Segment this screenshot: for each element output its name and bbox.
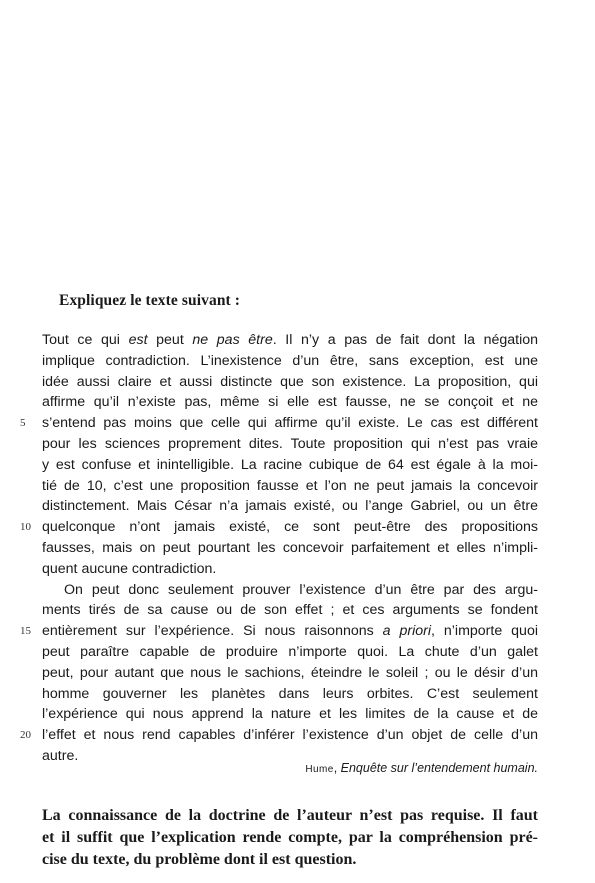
italic-text: est (128, 332, 148, 348)
attribution (305, 761, 538, 775)
text-segment: affirme qu’il n’existe pas, même si elle est fausse, ne se conçoit et ne (42, 394, 538, 411)
attribution-separator: , (333, 761, 341, 775)
line-number: 5 (20, 417, 26, 430)
passage-line (20, 621, 538, 642)
text-segment: idée aussi claire et aussi distincte que son existence. La proposition, qui (42, 373, 538, 390)
passage-line (42, 351, 538, 372)
passage-line (42, 663, 538, 684)
text-segment: distinctement. Mais César n’a jamais existé, ou l’ange Gabriel, ou un être (42, 498, 538, 515)
author-name: Hume (305, 764, 334, 775)
text-segment: l’effet et nous rend capables d’inférer l’existence d’un objet de celle d’un (42, 727, 538, 744)
passage-line (42, 580, 538, 601)
line-number: 10 (20, 521, 31, 534)
passage-line (42, 684, 538, 705)
passage-line (42, 392, 538, 413)
text-segment: On peut donc seulement prouver l’existence d’un être par des argu- (64, 581, 538, 598)
text-segment: fausses, mais on peut pourtant les concevoir parfaitement et elles n’impli- (42, 539, 538, 556)
text-segment: s’entend pas moins que celle qui affirme qu’il existe. Le cas est différent (42, 415, 538, 432)
text-segment: homme gouverner les planètes dans leurs orbites. C’est seulement (42, 685, 538, 702)
text-segment: tié de 10, c’est une proposition fausse et l’on ne peut jamais la concevoir (42, 477, 538, 494)
passage-line (42, 559, 538, 580)
exam-instructions (42, 805, 538, 871)
passage-line (42, 642, 538, 663)
passage-line (20, 517, 538, 538)
passage-line (42, 476, 538, 497)
text-segment: peut, pour autant que nous le sachions, éteindre le soleil ; ou le désir d’un (42, 664, 538, 681)
passage-line (42, 600, 538, 621)
passage-line (42, 496, 538, 517)
passage-line (42, 330, 538, 351)
line-number: 20 (20, 729, 31, 742)
instruction-line: et il suffit que l’explication rende compte, par la compréhension pré- (42, 829, 538, 846)
heading: Expliquez le texte suivant : (59, 292, 241, 309)
instruction-line: La connaissance de la doctrine de l’auteur n’est pas requise. Il faut (42, 807, 538, 824)
text-segment: implique contradiction. L’inexistence d’un être, sans exception, est une (42, 352, 538, 369)
passage-line (42, 372, 538, 393)
text-segment: , n’importe quoi (431, 623, 538, 640)
italic-text: a priori (382, 623, 432, 640)
text-segment: y est confuse et inintelligible. La racine cubique de 64 est égale à la moi- (42, 456, 538, 473)
text-segment: . Il n’y a pas de fait dont la négation (272, 332, 539, 348)
italic-text: ne pas être (192, 332, 273, 348)
text-segment: pour les sciences proprement dites. Toute proposition qui n’est pas vraie (42, 435, 538, 452)
passage-line (20, 725, 538, 746)
line-number: 15 (20, 625, 31, 638)
passage (20, 330, 539, 767)
text-segment: peut paraître capable de produire n’importe quoi. La chute d’un galet (42, 643, 538, 660)
text-segment: quent aucune contradiction. (42, 560, 217, 577)
text-segment: ments tirés de sa cause ou de son effet ; et ces arguments se fondent (42, 602, 538, 619)
text-segment: entièrement sur l’expérience. Si nous raisonnons (42, 623, 383, 640)
text-segment: Tout ce qui (42, 332, 129, 348)
instruction-line: cise du texte, du problème dont il est question. (42, 851, 357, 868)
text-segment: autre. (42, 747, 79, 764)
passage-line (42, 434, 538, 455)
text-segment: quelconque n’ont jamais existé, ce sont peut-être des propositions (42, 519, 538, 536)
passage-line (20, 413, 538, 434)
passage-line (42, 704, 538, 725)
text-segment: peut (147, 332, 193, 348)
passage-line (42, 455, 538, 476)
text-segment: l’expérience qui nous apprend la nature et les limites de la cause et de (42, 706, 538, 723)
work-title: Enquête sur l’entendement humain. (340, 761, 538, 775)
passage-line (42, 538, 538, 559)
